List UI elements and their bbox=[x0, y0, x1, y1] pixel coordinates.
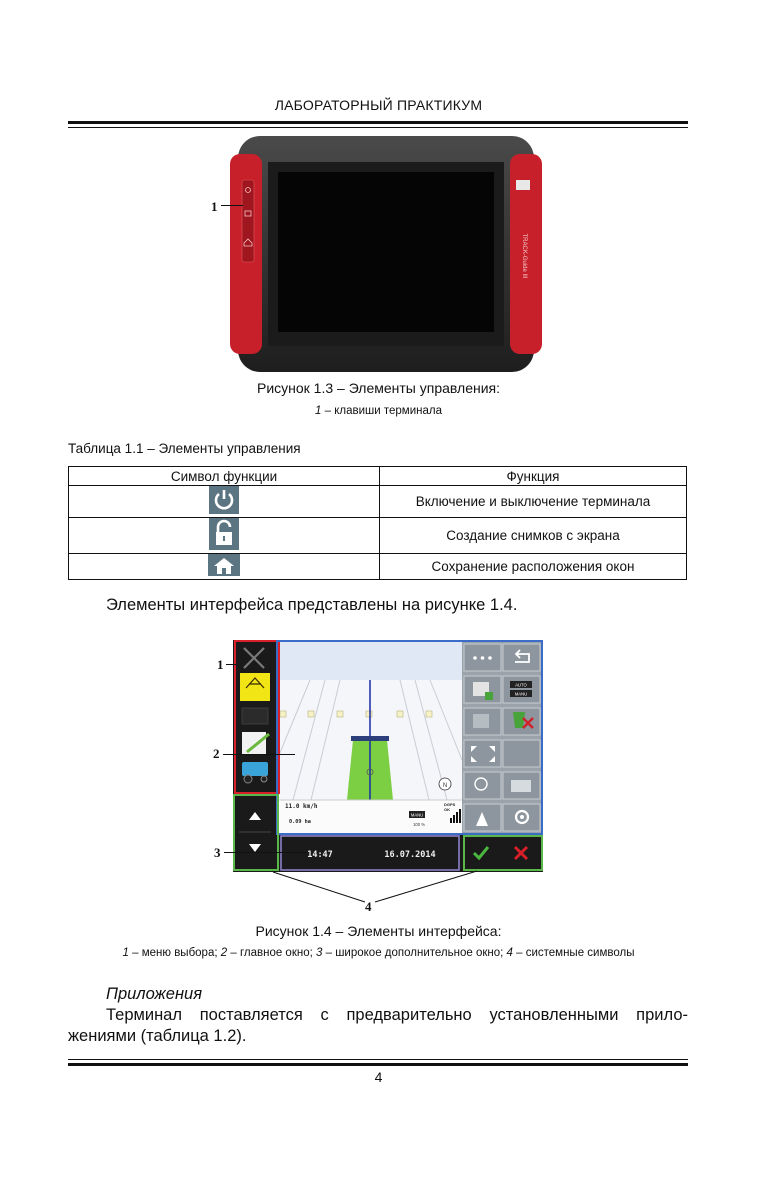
page-header: ЛАБОРАТОРНЫЙ ПРАКТИКУМ bbox=[274, 97, 483, 113]
svg-text:AUTO: AUTO bbox=[515, 682, 527, 688]
figure-1-3-legend: 1 – клавиши терминала bbox=[315, 405, 442, 417]
map-app-icon bbox=[242, 708, 268, 724]
svg-text:N: N bbox=[442, 783, 448, 789]
svg-text:DGPS: DGPS bbox=[444, 802, 456, 807]
view-icon bbox=[511, 780, 531, 792]
paragraph-interface: Элементы интерфейса представлены на рисунке 1.4. bbox=[106, 596, 518, 614]
tractor-icon bbox=[242, 762, 268, 776]
gps-button[interactable] bbox=[464, 772, 501, 799]
body-text-line-2: жениями (таблица 1.2). bbox=[68, 1027, 247, 1045]
time-readout: 14:47 bbox=[307, 850, 333, 860]
callout-4-lines bbox=[265, 866, 485, 906]
unlock-icon bbox=[209, 518, 239, 550]
callout-line bbox=[221, 205, 243, 206]
footer-rule bbox=[68, 1063, 688, 1066]
col-header-function: Функция bbox=[380, 467, 687, 486]
body-text-line-1: Терминал поставляется с предварительно установленными прило- bbox=[106, 1006, 688, 1024]
table-row: Включение и выключение терминала bbox=[69, 486, 687, 518]
callout-2: 2 bbox=[213, 746, 220, 761]
header-rule bbox=[68, 121, 688, 124]
svg-text:100 %: 100 % bbox=[413, 822, 425, 827]
figure-1-3-caption: Рисунок 1.3 – Элементы управления: bbox=[256, 380, 501, 396]
svg-text:MANU: MANU bbox=[514, 691, 528, 697]
header-rule-thin bbox=[68, 127, 688, 128]
auto-manu-button[interactable] bbox=[503, 676, 540, 703]
home-icon bbox=[208, 554, 240, 576]
figure-1-4-caption: Рисунок 1.4 – Элементы интерфейса: bbox=[255, 923, 502, 939]
svg-text:TRACK-Guide III: TRACK-Guide III bbox=[521, 233, 527, 279]
callout-1: 1 bbox=[217, 657, 224, 672]
date-readout: 16.07.2014 bbox=[384, 850, 436, 860]
power-icon bbox=[209, 486, 239, 514]
table-row: Создание снимков с экрана bbox=[69, 518, 687, 554]
interface-screenshot bbox=[233, 640, 543, 872]
area-readout: 0.09 ha bbox=[289, 819, 311, 825]
zoom-button[interactable] bbox=[464, 740, 501, 767]
back-button[interactable] bbox=[503, 644, 540, 671]
empty-slot bbox=[503, 740, 540, 767]
footer-rule-thin bbox=[68, 1059, 688, 1060]
section-title: Приложения bbox=[106, 985, 203, 1003]
notes-app-icon bbox=[242, 732, 266, 754]
terminal-photo bbox=[230, 136, 542, 372]
scroll-column bbox=[233, 795, 277, 872]
table-row: Сохранение расположения окон bbox=[69, 554, 687, 580]
figure-1-4-legend: 1 – меню выбора; 2 – главное окно; 3 – широкое дополнительное окно; 4 – системные символы bbox=[122, 947, 635, 959]
manu-badge: MANU bbox=[410, 812, 424, 818]
col-header-symbol: Символ функции bbox=[69, 467, 380, 486]
svg-text:OK: OK bbox=[444, 807, 450, 812]
callout-4: 4 bbox=[365, 899, 372, 914]
layer-icon bbox=[473, 714, 489, 728]
callout-1: 1 bbox=[211, 199, 218, 214]
controls-table bbox=[68, 466, 687, 580]
page-number: 4 bbox=[374, 1069, 383, 1085]
speed-readout: 11.0 km/h bbox=[285, 803, 318, 810]
table-caption: Таблица 1.1 – Элементы управления bbox=[68, 441, 301, 456]
callout-3: 3 bbox=[214, 845, 221, 860]
